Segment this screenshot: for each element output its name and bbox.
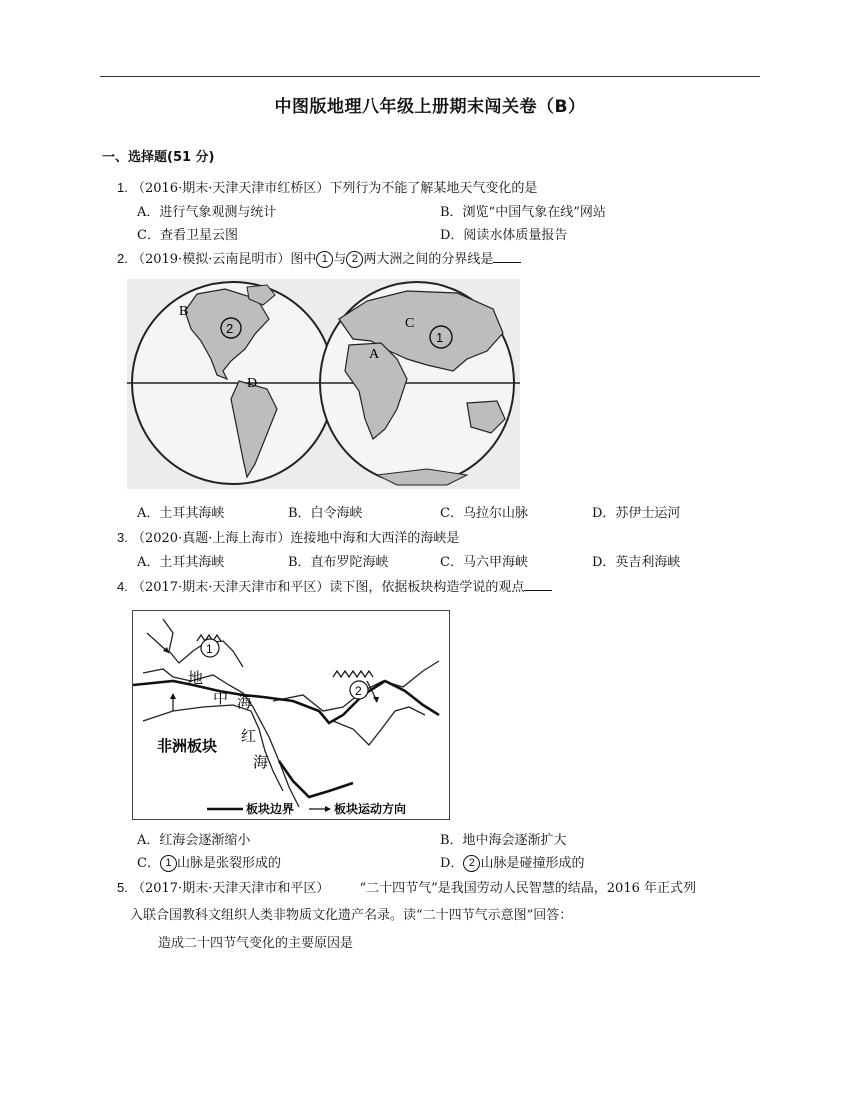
section-heading: 一、选择题(51 分) bbox=[102, 150, 215, 165]
question-2 bbox=[117, 248, 521, 268]
option-text: 山脉是碰撞形成的 bbox=[480, 856, 585, 871]
map-label-africa-plate: 非洲板块 bbox=[157, 737, 218, 755]
legend-motion-label: 板块运动方向 bbox=[334, 802, 407, 816]
question-number: 4. bbox=[117, 579, 128, 594]
q1-option-a[interactable]: A．进行气象观测与统计 bbox=[137, 205, 277, 220]
plate-map-graphic bbox=[133, 611, 449, 819]
question-stem-line1: “二十四节气”是我国劳动人民智慧的结晶，2016 年正式列 bbox=[359, 881, 696, 896]
question-4 bbox=[117, 576, 552, 595]
question-5 bbox=[117, 877, 696, 896]
q3-option-a[interactable]: A．土耳其海峡 bbox=[137, 555, 225, 570]
map-label-hai2: 海 bbox=[253, 753, 269, 771]
question-number: 3. bbox=[117, 530, 128, 545]
q4-option-b[interactable]: B．地中海会逐渐扩大 bbox=[440, 833, 567, 848]
question-stem: （2017·期末·天津天津市和平区）读下图，依据板块构造学说的观点 bbox=[131, 580, 525, 595]
q3-option-b[interactable]: B．直布罗陀海峡 bbox=[288, 555, 389, 570]
question-stem-part: 与 bbox=[333, 252, 347, 267]
circled-number-1: 1 bbox=[160, 855, 177, 872]
page-title: 中图版地理八年级上册期末闯关卷（B） bbox=[274, 97, 586, 117]
q1-option-c[interactable]: C．查看卫星云图 bbox=[137, 228, 238, 243]
header-rule bbox=[100, 76, 760, 77]
arrow-head bbox=[170, 693, 176, 699]
legend-arrow-head bbox=[325, 806, 331, 812]
question-number: 5. bbox=[117, 880, 128, 895]
q2-option-b[interactable]: B．白令海峡 bbox=[288, 506, 363, 521]
arrow-head bbox=[373, 697, 379, 703]
map-label-b: B bbox=[179, 304, 189, 319]
map-label-1: 1 bbox=[206, 642, 213, 656]
map-label-1: 1 bbox=[436, 330, 444, 345]
question-stem-line3: 造成二十四节气变化的主要原因是 bbox=[158, 936, 354, 951]
question-stem-part: （2019·模拟·云南昆明市）图中 bbox=[131, 252, 317, 267]
map-label-c: C bbox=[405, 316, 415, 331]
question-stem: （2016·期末·天津天津市红桥区）下列行为不能了解某地天气变化的是 bbox=[131, 181, 538, 196]
q3-option-c[interactable]: C．马六甲海峡 bbox=[440, 555, 528, 570]
q1-option-d[interactable]: D．阅读水体质量报告 bbox=[440, 228, 568, 243]
question-number: 2. bbox=[117, 251, 128, 266]
map-label-di: 地 bbox=[188, 669, 204, 687]
plate-boundary-line-south bbox=[279, 761, 353, 797]
map-label-hai: 海 bbox=[237, 693, 253, 711]
q4-option-a[interactable]: A．红海会逐渐缩小 bbox=[137, 833, 251, 848]
map-label-hong: 红 bbox=[241, 727, 257, 745]
circled-number-1: 1 bbox=[316, 251, 333, 268]
q2-option-d[interactable]: D．苏伊士运河 bbox=[592, 506, 681, 521]
map-label-a: A bbox=[369, 347, 380, 362]
question-1 bbox=[117, 177, 537, 196]
circled-number-2: 2 bbox=[346, 251, 363, 268]
map-label-2: 2 bbox=[355, 684, 362, 698]
question-stem-line2: 入联合国教科文组织人类非物质文化遗产名录。读“二十四节气示意图”回答： bbox=[130, 908, 573, 923]
question-stem: （2020·真题·上海上海市）连接地中海和大西洋的海峡是 bbox=[131, 531, 460, 546]
answer-blank[interactable] bbox=[493, 250, 521, 263]
answer-blank[interactable] bbox=[524, 578, 552, 591]
map-label-d: D bbox=[247, 376, 258, 391]
q3-option-d[interactable]: D．英吉利海峡 bbox=[592, 555, 681, 570]
question-source: （2017·期末·天津天津市和平区） bbox=[131, 881, 330, 896]
option-letter: D． bbox=[440, 856, 464, 871]
question-stem-part: 两大洲之间的分界线是 bbox=[363, 252, 494, 267]
plate-boundary-line bbox=[133, 681, 439, 723]
world-hemispheres-map bbox=[127, 279, 520, 489]
circled-number-2: 2 bbox=[463, 855, 480, 872]
q1-option-b[interactable]: B．浏览“中国气象在线”网站 bbox=[440, 205, 606, 220]
q4-option-c[interactable] bbox=[137, 852, 281, 872]
legend-boundary-label: 板块边界 bbox=[246, 802, 295, 816]
q2-option-c[interactable]: C．乌拉尔山脉 bbox=[440, 506, 528, 521]
option-letter: C． bbox=[137, 856, 160, 871]
map-label-zhong: 中 bbox=[213, 689, 229, 707]
map-label-2: 2 bbox=[226, 321, 234, 336]
q2-option-a[interactable]: A．土耳其海峡 bbox=[137, 506, 225, 521]
q4-option-d[interactable] bbox=[440, 852, 584, 872]
hemispheres-map-graphic bbox=[127, 279, 520, 489]
option-text: 山脉是张裂形成的 bbox=[176, 856, 281, 871]
question-number: 1. bbox=[117, 180, 128, 195]
plate-tectonics-map bbox=[132, 610, 450, 820]
question-3 bbox=[117, 527, 459, 546]
himalaya-mountains bbox=[333, 671, 373, 677]
